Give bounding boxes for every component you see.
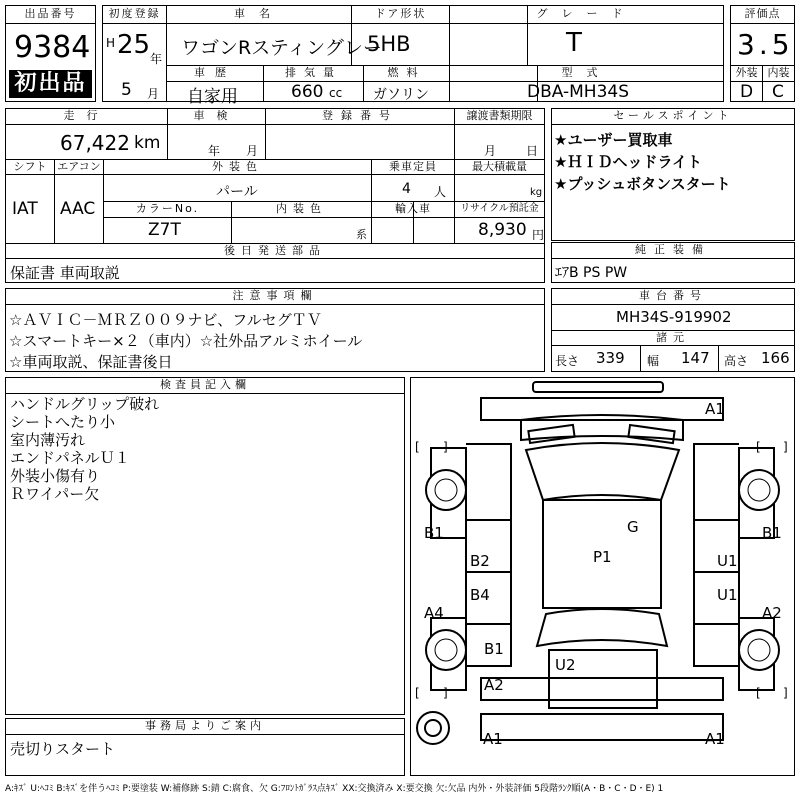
model-value: DBA-MH34S [527, 82, 630, 102]
mark-rear-right: A1 [705, 730, 725, 748]
inspector-line-6: Ｒワイパー欠 [10, 485, 100, 503]
later-docs-label: 後日発送部品 [224, 244, 326, 257]
capacity-label: 乗車定員 [389, 160, 437, 173]
reg-number-label: 登録番号 [322, 109, 398, 122]
ext-color-label: 外装色 [212, 160, 263, 173]
notes-box [5, 288, 545, 372]
mark-left-front-door: B2 [470, 552, 490, 570]
car-name: ワゴンRスティングレー [181, 37, 382, 59]
mark-right-front-door: U1 [717, 552, 738, 570]
displacement-unit: cc [329, 86, 343, 100]
bracket-left-top-close: ] [443, 440, 448, 454]
lot-number: 9384 [14, 30, 91, 65]
equipment-box [551, 242, 795, 283]
bracket-left-bottom: [ [415, 686, 420, 700]
year-unit: 年 [150, 52, 163, 66]
door-value: 5HB [367, 32, 411, 56]
mark-left-sill: A4 [424, 604, 444, 622]
bracket-right-top: [ [756, 440, 761, 454]
inspector-line-4: エンドパネルＵ１ [10, 449, 130, 467]
month-unit: 月 [147, 87, 160, 101]
bracket-left-bottom-close: ] [443, 686, 448, 700]
mark-front-right: A1 [705, 400, 725, 418]
displacement-value: 660 [291, 82, 324, 102]
vehicle-header-grid [102, 5, 724, 107]
sales-point-1: ★ユーザー買取車 [554, 131, 673, 149]
inspector-line-5: 外装小傷有り [10, 467, 101, 485]
transfer-deadline-label: 譲渡書類期限 [466, 109, 533, 122]
interior-label: 内装 [767, 66, 790, 79]
legend: A:ｷｽﾞ U:ﾍｺﾐ B:ｷｽﾞを伴うﾍｺﾐ P:要塗装 W:補修跡 S:錆 C:腐食、欠 G:ﾌﾛﾝﾄｶﾞﾗｽ点ｷｽﾞ XX:交換済み X:要交換 欠:欠品 内外・外装評価 5段階ﾗﾝｸ順(A・B・C・D・E) 1 [5, 784, 664, 794]
recycle-label: リサイクル預託金 [460, 203, 539, 214]
int-color-unit: 系 [356, 228, 367, 241]
exterior-grade: D [740, 82, 754, 102]
inspection-month-unit: 月 [246, 144, 259, 158]
model-label: 型式 [561, 66, 612, 79]
exterior-label: 外装 [735, 66, 758, 79]
mark-tailgate: U2 [555, 656, 576, 674]
recycle-unit: 円 [532, 228, 545, 242]
car-name-label: 車名 [234, 7, 284, 20]
interior-grade: C [772, 82, 784, 102]
length-label: 長さ [555, 354, 580, 368]
mark-left-rear-door: B4 [470, 586, 490, 604]
mileage-value: 67,422 [60, 131, 130, 155]
office-box [5, 718, 405, 776]
mark-roof: G [627, 518, 639, 536]
history-label: 車歴 [194, 66, 236, 79]
capacity-value: 4 [402, 181, 411, 197]
aircon-label: エアコン [57, 160, 101, 173]
mark-right-rear-door: U1 [717, 586, 738, 604]
recycle-value: 8,930 [478, 220, 527, 240]
max-load-label: 最大積載量 [472, 160, 527, 173]
color-no-label: カラーNo. [135, 202, 200, 215]
score-label: 評価点 [744, 7, 781, 20]
notes-label: 注意事項欄 [232, 289, 318, 302]
mileage-unit: km [134, 133, 161, 153]
notes-line-3: ☆車両取説、保証書後日 [9, 353, 173, 371]
fuel-label: 燃料 [387, 66, 426, 79]
car-outline [411, 378, 794, 775]
bracket-right-bottom: [ [756, 686, 761, 700]
width-value: 147 [681, 349, 710, 367]
displacement-label: 排気量 [285, 66, 342, 79]
office-value: 売切りスタート [10, 740, 116, 758]
notes-line-1: ☆ＡＶＩＣ－ＭＲＺ００９ナビ、フルセグＴＶ [9, 311, 322, 329]
chassis-label: 車台番号 [639, 289, 707, 302]
lot-number-label: 出品番号 [24, 7, 77, 20]
sales-point-2: ★ＨＩＤヘッドライト [554, 153, 702, 171]
mileage-label: 走行 [63, 109, 110, 122]
transfer-month-unit: 月 [484, 144, 497, 158]
fuel-value: ガソリン [373, 87, 429, 103]
width-label: 幅 [647, 354, 660, 368]
mark-right-front-fender: B1 [762, 524, 782, 542]
dims-label: 諸元 [656, 331, 690, 344]
import-label: 輸入車 [395, 202, 431, 215]
ext-color-value: パール [216, 184, 258, 200]
shift-label: シフト [13, 160, 47, 173]
max-load-unit: kg [530, 187, 543, 198]
equipment-label: 純正装備 [635, 243, 711, 256]
equipment-value: ｴｱB PS PW [555, 265, 628, 281]
inspector-line-3: 室内薄汚れ [10, 431, 86, 449]
color-no-value: Z7T [148, 220, 181, 240]
grade-value: T [566, 28, 582, 58]
bracket-right-bottom-close: ] [783, 686, 788, 700]
height-label: 高さ [724, 354, 749, 368]
score-box [730, 5, 795, 102]
damage-diagram [410, 377, 795, 776]
inspector-line-2: シートへたり小 [10, 413, 116, 431]
sales-points-box [551, 108, 795, 241]
chassis-value: MH34S-919902 [616, 308, 732, 326]
history-value: 自家用 [187, 87, 238, 107]
door-label: ドア形状 [374, 7, 427, 20]
sales-point-3: ★プッシュボタンスタート [554, 175, 731, 193]
mark-left-front-fender: B1 [424, 524, 444, 542]
inspector-label: 検査員記入欄 [160, 378, 250, 391]
inspection-label: 車検 [193, 109, 240, 122]
grade-label: グレード [536, 7, 637, 20]
bracket-right-top-close: ] [783, 440, 788, 454]
notes-line-2: ☆スマートキー×２（車内）☆社外品アルミホイール [9, 332, 363, 350]
chassis-box [551, 288, 795, 372]
office-label: 事務局よりご案内 [145, 719, 265, 732]
mark-left-rear: A2 [484, 676, 504, 694]
aircon-value: AAC [60, 199, 96, 219]
era: H [106, 36, 116, 50]
lot-number-box [5, 5, 96, 102]
bracket-left-top: [ [415, 440, 420, 454]
later-docs-value: 保証書 車両取説 [10, 264, 120, 282]
mark-right-sill: A2 [762, 604, 782, 622]
transfer-day-unit: 日 [526, 144, 539, 158]
shift-value: IAT [12, 199, 38, 219]
mark-left-quarter: B1 [484, 640, 504, 658]
first-reg-label: 初度登録 [108, 7, 161, 20]
mark-rear-left: A1 [483, 730, 503, 748]
height-value: 166 [761, 349, 790, 367]
inspection-year-unit: 年 [208, 144, 221, 158]
score-value: 3.5 [737, 28, 794, 61]
month-value: 5 [121, 80, 132, 100]
mark-center: P1 [593, 548, 612, 566]
sales-points-label: セールスポイント [613, 109, 733, 122]
inspector-box [5, 377, 405, 715]
details-grid [5, 108, 545, 283]
inspector-line-1: ハンドルグリップ破れ [10, 395, 160, 413]
length-value: 339 [596, 349, 625, 367]
first-listing-badge: 初出品 [9, 70, 92, 98]
capacity-unit: 人 [434, 185, 447, 199]
year-value: 25 [117, 30, 151, 60]
int-color-label: 内装色 [276, 202, 327, 215]
